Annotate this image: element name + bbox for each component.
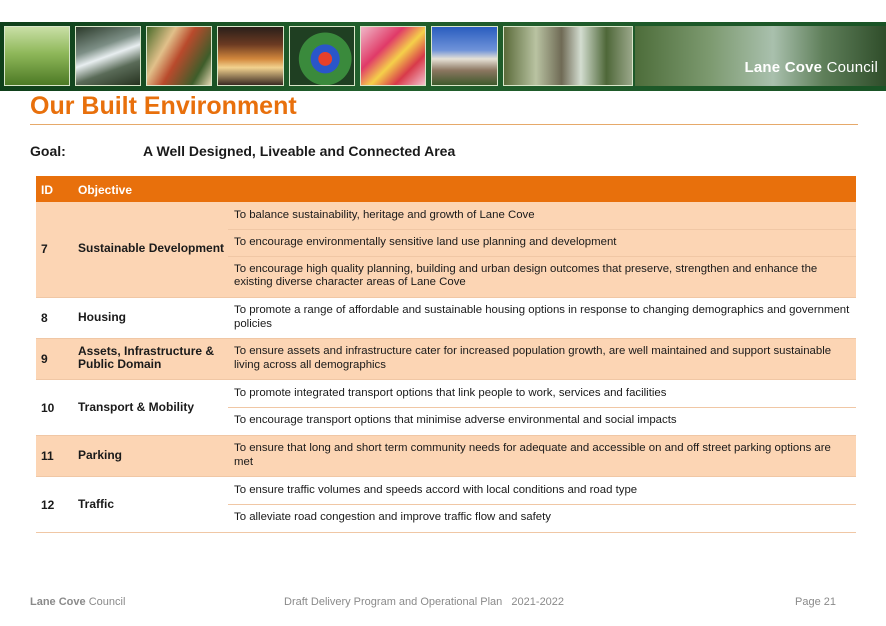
row-description: To alleviate road congestion and improve traffic flow and safety (228, 504, 856, 531)
row-id: 8 (41, 311, 48, 325)
row-objective: Assets, Infrastructure & Public Domain (78, 344, 215, 371)
title-divider (30, 124, 858, 125)
banner-photo-lorikeet (289, 26, 355, 86)
banner-photo-park (4, 26, 70, 86)
table-header (36, 176, 856, 202)
table-row (36, 202, 856, 298)
row-objective: Housing (78, 310, 126, 324)
table-row (36, 477, 856, 533)
banner-photo-performer (360, 26, 426, 86)
table-row (36, 436, 856, 477)
page-title: Our Built Environment (30, 92, 297, 120)
banner-photo-waterfall (75, 26, 141, 86)
row-id: 12 (41, 498, 55, 512)
row-objective: Sustainable Development (78, 241, 225, 255)
banner-photo-harbour (635, 26, 886, 86)
banner-photo-dancers (146, 26, 212, 86)
goal-label: Goal: (30, 143, 66, 159)
row-description: To ensure traffic volumes and speeds accord with local conditions and road type (234, 483, 638, 496)
objectives-table (36, 176, 856, 533)
table-row (36, 339, 856, 380)
banner-photo-plaza (503, 26, 633, 86)
header-id: ID (41, 183, 53, 197)
row-description: To encourage transport options that minimise adverse environmental and social impacts (228, 407, 856, 434)
header-banner (0, 22, 886, 91)
footer-org: Lane Cove Council (30, 596, 126, 608)
footer-doc-title: Draft Delivery Program and Operational Plan 2021-2022 (284, 596, 565, 608)
row-description: To ensure that long and short term community needs for adequate and accessible on and off street parking options are met (234, 442, 831, 468)
table-row (36, 380, 856, 436)
council-logo: Lane Cove Council (744, 59, 878, 76)
row-id: 9 (41, 352, 48, 366)
row-description: To balance sustainability, heritage and growth of Lane Cove (234, 208, 535, 221)
banner-photo-building (431, 26, 498, 86)
row-id: 10 (41, 401, 55, 415)
row-description: To encourage high quality planning, building and urban design outcomes that preserve, strengthen and enhance the existing diverse character areas of Lane Cove (228, 256, 856, 295)
row-id: 11 (41, 449, 54, 463)
goal-text: A Well Designed, Liveable and Connected Area (143, 143, 456, 159)
row-description: To ensure assets and infrastructure cater for increased population growth, are well maintained and support sustainable living across all demographics (234, 345, 832, 371)
header-objective: Objective (78, 183, 133, 197)
row-objective: Parking (78, 448, 123, 462)
row-id: 7 (41, 242, 48, 256)
banner-photo-street-night (217, 26, 284, 86)
footer-page-number: Page 21 (795, 596, 836, 608)
table-row (36, 298, 856, 339)
row-description: To encourage environmentally sensitive land use planning and development (228, 229, 856, 256)
row-objective: Transport & Mobility (78, 400, 195, 414)
row-objective: Traffic (78, 497, 115, 511)
row-description: To promote integrated transport options that link people to work, services and facilities (234, 386, 667, 399)
row-description: To promote a range of affordable and sustainable housing options in response to changing demographics and government policies (234, 304, 850, 330)
